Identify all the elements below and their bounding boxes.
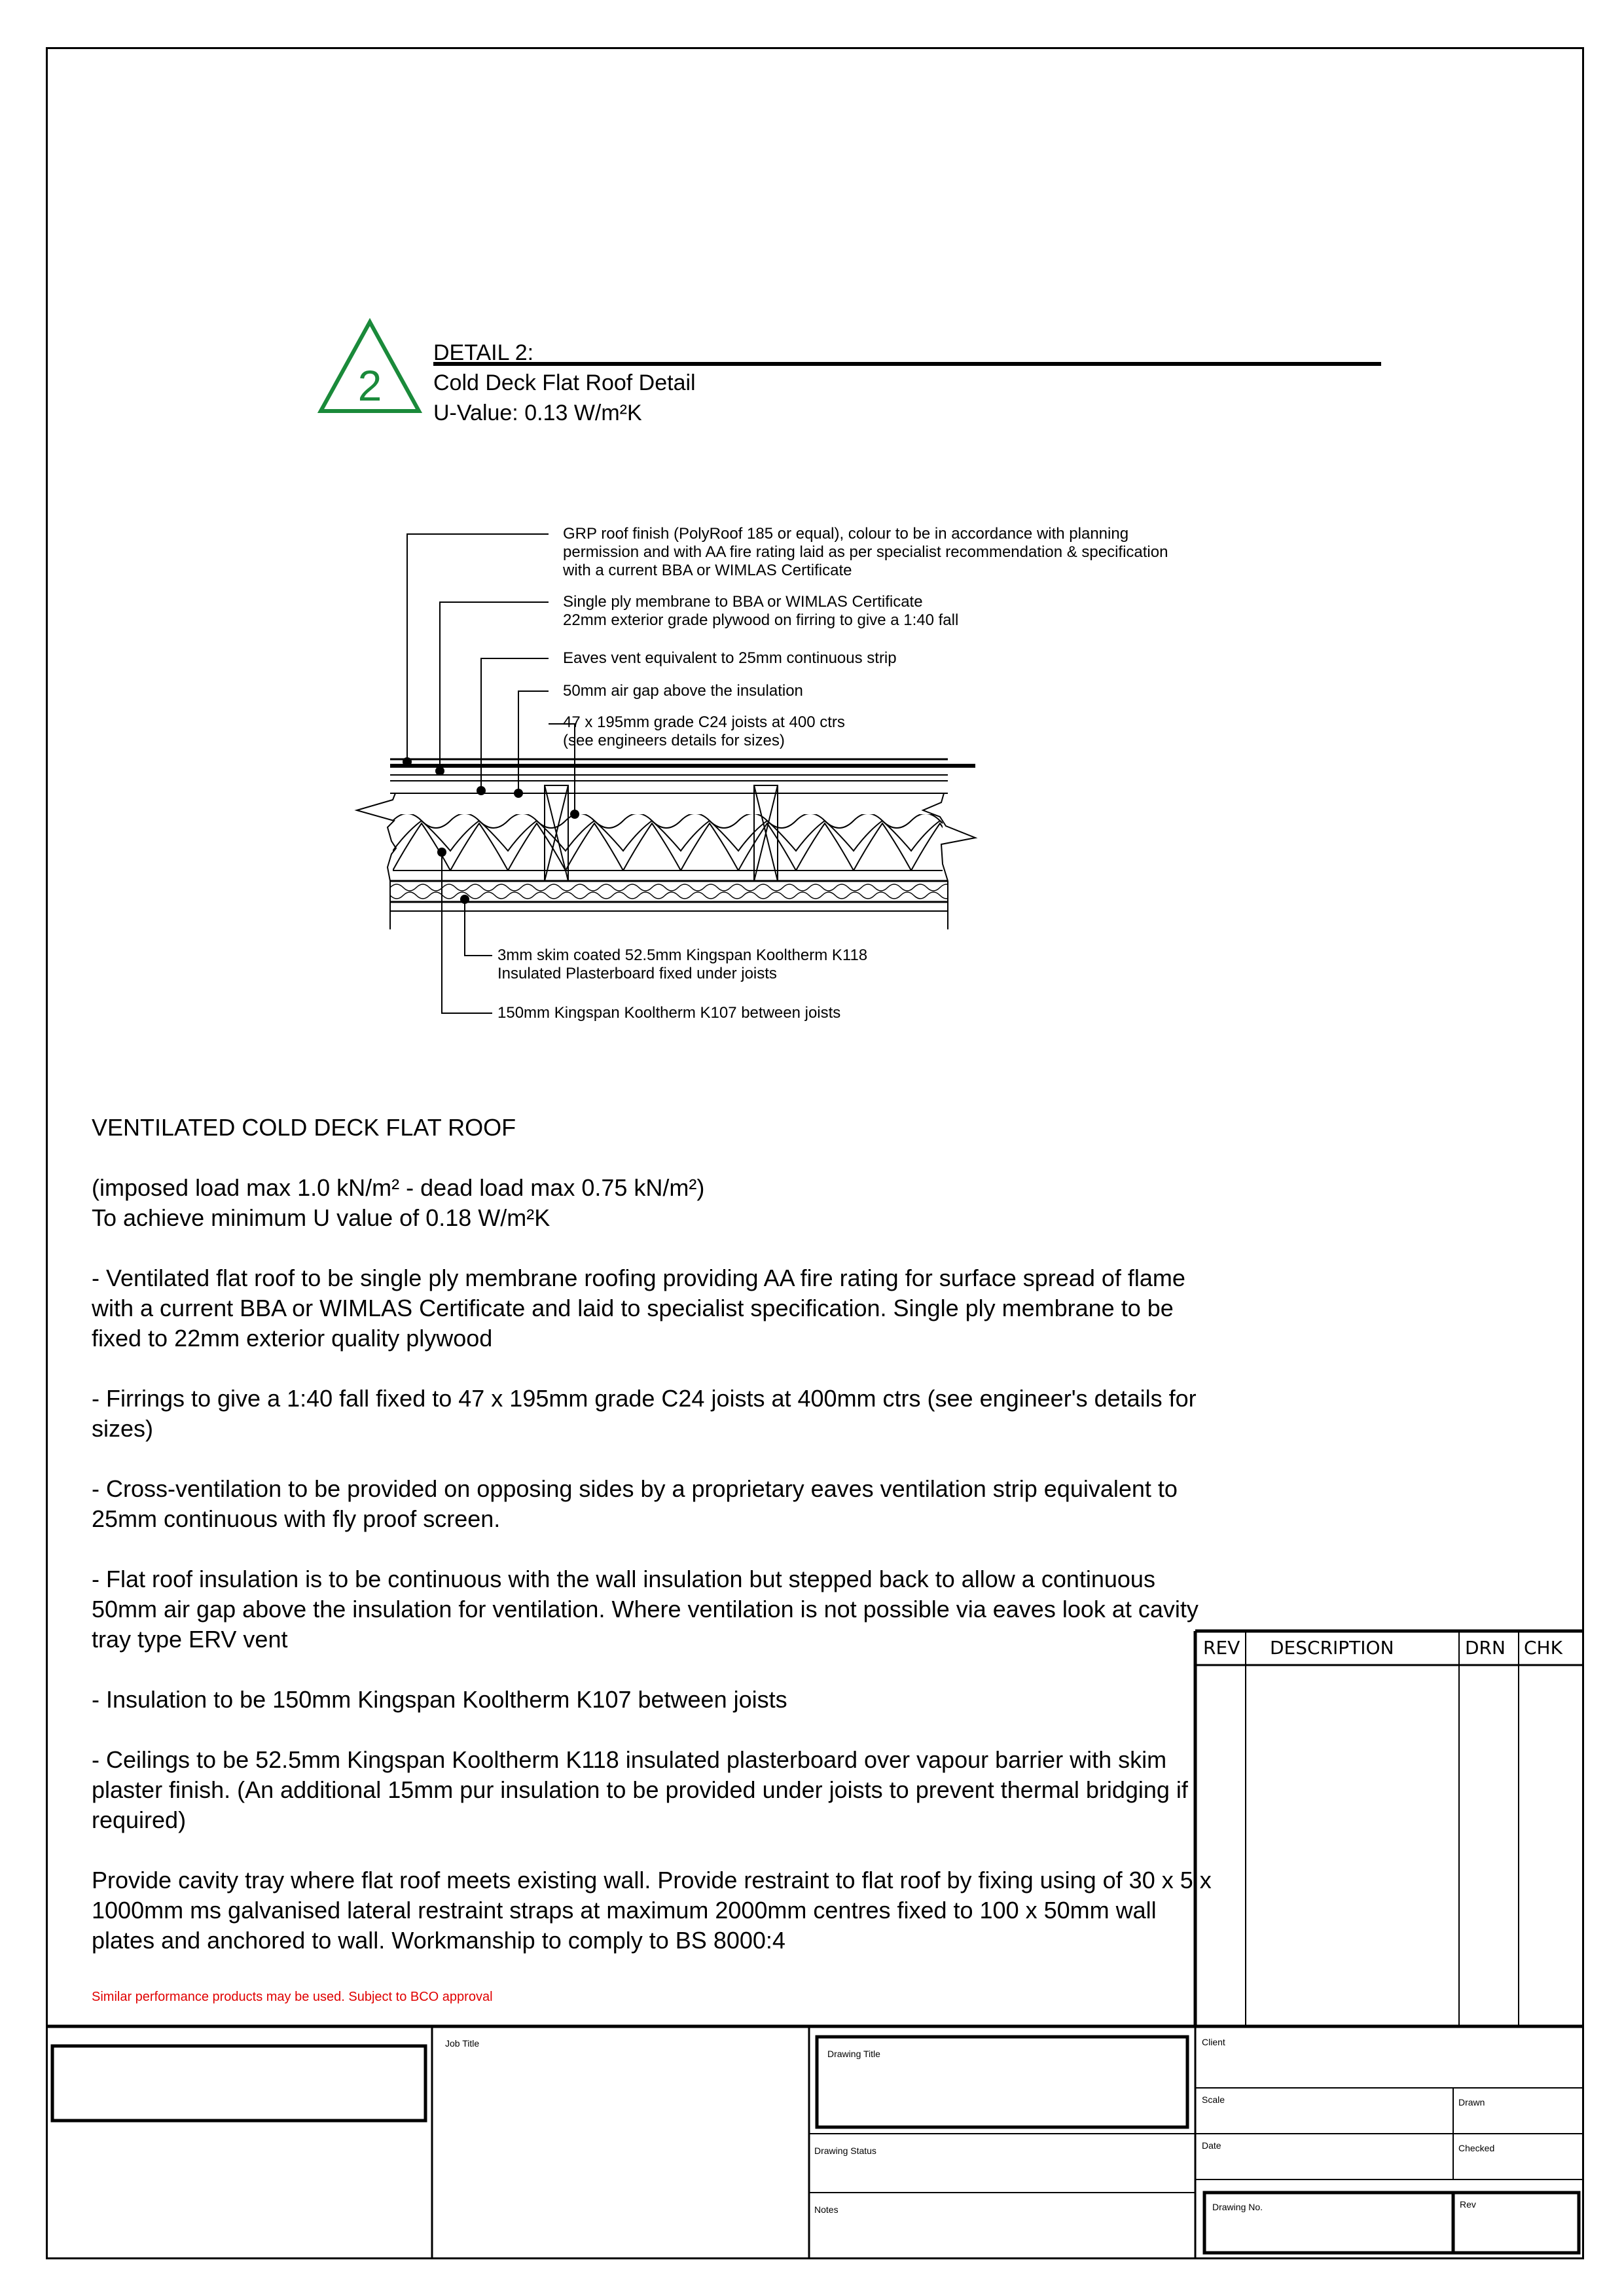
notes-insulation: - Insulation to be 150mm Kingspan Kooltherm K107 between joists (92, 1686, 787, 1713)
annotation-plasterboard-2: Insulated Plasterboard fixed under joists (497, 965, 777, 982)
leader-lines (407, 534, 575, 1013)
annotation-grp-finish-3: with a current BBA or WIMLAS Certificate (563, 562, 852, 579)
annotation-joists-2: (see engineers details for sizes) (563, 732, 785, 749)
notes-ceilings: - Ceilings to be 52.5mm Kingspan Kooltherm K118 insulated plasterboard over vapour barrier with skim plaster finish. (An additional 15mm pur insulation to be provided under joists to prevent thermal bridging if required) (92, 1746, 1188, 1833)
description-column-header: DESCRIPTION (1270, 1637, 1394, 1659)
detail-marker-icon (321, 322, 419, 411)
detail-name: Cold Deck Flat Roof Detail (433, 370, 696, 395)
annotation-plasterboard-1: 3mm skim coated 52.5mm Kingspan Kooltherm K118 (497, 946, 868, 964)
rev-column-header: REV (1203, 1637, 1240, 1659)
notes-load: (imposed load max 1.0 kN/m² - dead load max 0.75 kN/m²) (92, 1174, 705, 1201)
notes-restraint: Provide cavity tray where flat roof meets existing wall. Provide restraint to flat roof by fixing using of 30 x 5 x 1000mm ms galvanised lateral restraint straps at maximum 2000mm centres fixed to 100 x 50mm wall plates and anchored to wall. Workmanship to comply to BS 8000:4 (92, 1867, 1212, 1954)
notes-roof-insulation: - Flat roof insulation is to be continuous with the wall insulation but stepped back to allow a continuous 50mm air gap above the insulation for ventilation. Where ventilation is not possible via eaves look at cavity tray type ERV vent (92, 1566, 1199, 1653)
detail-number: 2 (357, 361, 382, 410)
drawing-title-label: Drawing Title (827, 2049, 880, 2059)
chk-column-header: CHK (1524, 1637, 1562, 1659)
annotation-membrane: Single ply membrane to BBA or WIMLAS Certificate (563, 593, 923, 611)
annotation-grp-finish-1: GRP roof finish (PolyRoof 185 or equal), colour to be in accordance with planning (563, 525, 1129, 543)
notes-roofing: - Ventilated flat roof to be single ply membrane roofing providing AA fire rating for surface spread of flame with a current BBA or WIMLAS Certificate and laid to specialist specification. Single ply membrane to be fixed to 22mm exterior quality plywood (92, 1265, 1185, 1352)
client-label: Client (1202, 2037, 1225, 2047)
annotation-eaves-vent: Eaves vent equivalent to 25mm continuous strip (563, 649, 897, 667)
checked-label: Checked (1458, 2143, 1495, 2153)
annotation-grp-finish-2: permission and with AA fire rating laid as per specialist recommendation & specification (563, 543, 1168, 561)
annotation-insulation: 150mm Kingspan Kooltherm K107 between joists (497, 1004, 841, 1022)
drawing-no-label: Drawing No. (1212, 2202, 1263, 2212)
revision-table-header (1195, 1631, 1584, 1665)
drawing-status-label: Drawing Status (814, 2145, 876, 2156)
notes-heading: VENTILATED COLD DECK FLAT ROOF (92, 1114, 516, 1141)
roof-buildup (357, 759, 1026, 929)
disclaimer: Similar performance products may be used. Subject to BCO approval (92, 1990, 493, 2004)
annotation-joists-1: 47 x 195mm grade C24 joists at 400 ctrs (563, 713, 845, 731)
date-label: Date (1202, 2140, 1221, 2151)
drawn-label: Drawn (1458, 2097, 1485, 2108)
drn-column-header: DRN (1465, 1637, 1506, 1659)
detail-heading: DETAIL 2: (433, 340, 534, 365)
detail-u-value: U-Value: 0.13 W/m²K (433, 401, 642, 425)
rev-label: Rev (1460, 2199, 1476, 2210)
annotation-plywood: 22mm exterior grade plywood on firring to give a 1:40 fall (563, 611, 959, 629)
specification-notes (92, 1113, 1218, 1986)
scale-label: Scale (1202, 2094, 1225, 2105)
notes-firrings: - Firrings to give a 1:40 fall fixed to 47 x 195mm grade C24 joists at 400mm ctrs (see engineer's details for sizes) (92, 1385, 1197, 1442)
notes-u-target: To achieve minimum U value of 0.18 W/m²K (92, 1204, 550, 1231)
job-title-label: Job Title (445, 2038, 480, 2049)
notes-ventilation: - Cross-ventilation to be provided on opposing sides by a proprietary eaves ventilation strip equivalent to 25mm continuous with fly proof screen. (92, 1475, 1178, 1532)
annotation-air-gap: 50mm air gap above the insulation (563, 682, 803, 700)
notes-label: Notes (814, 2204, 839, 2215)
